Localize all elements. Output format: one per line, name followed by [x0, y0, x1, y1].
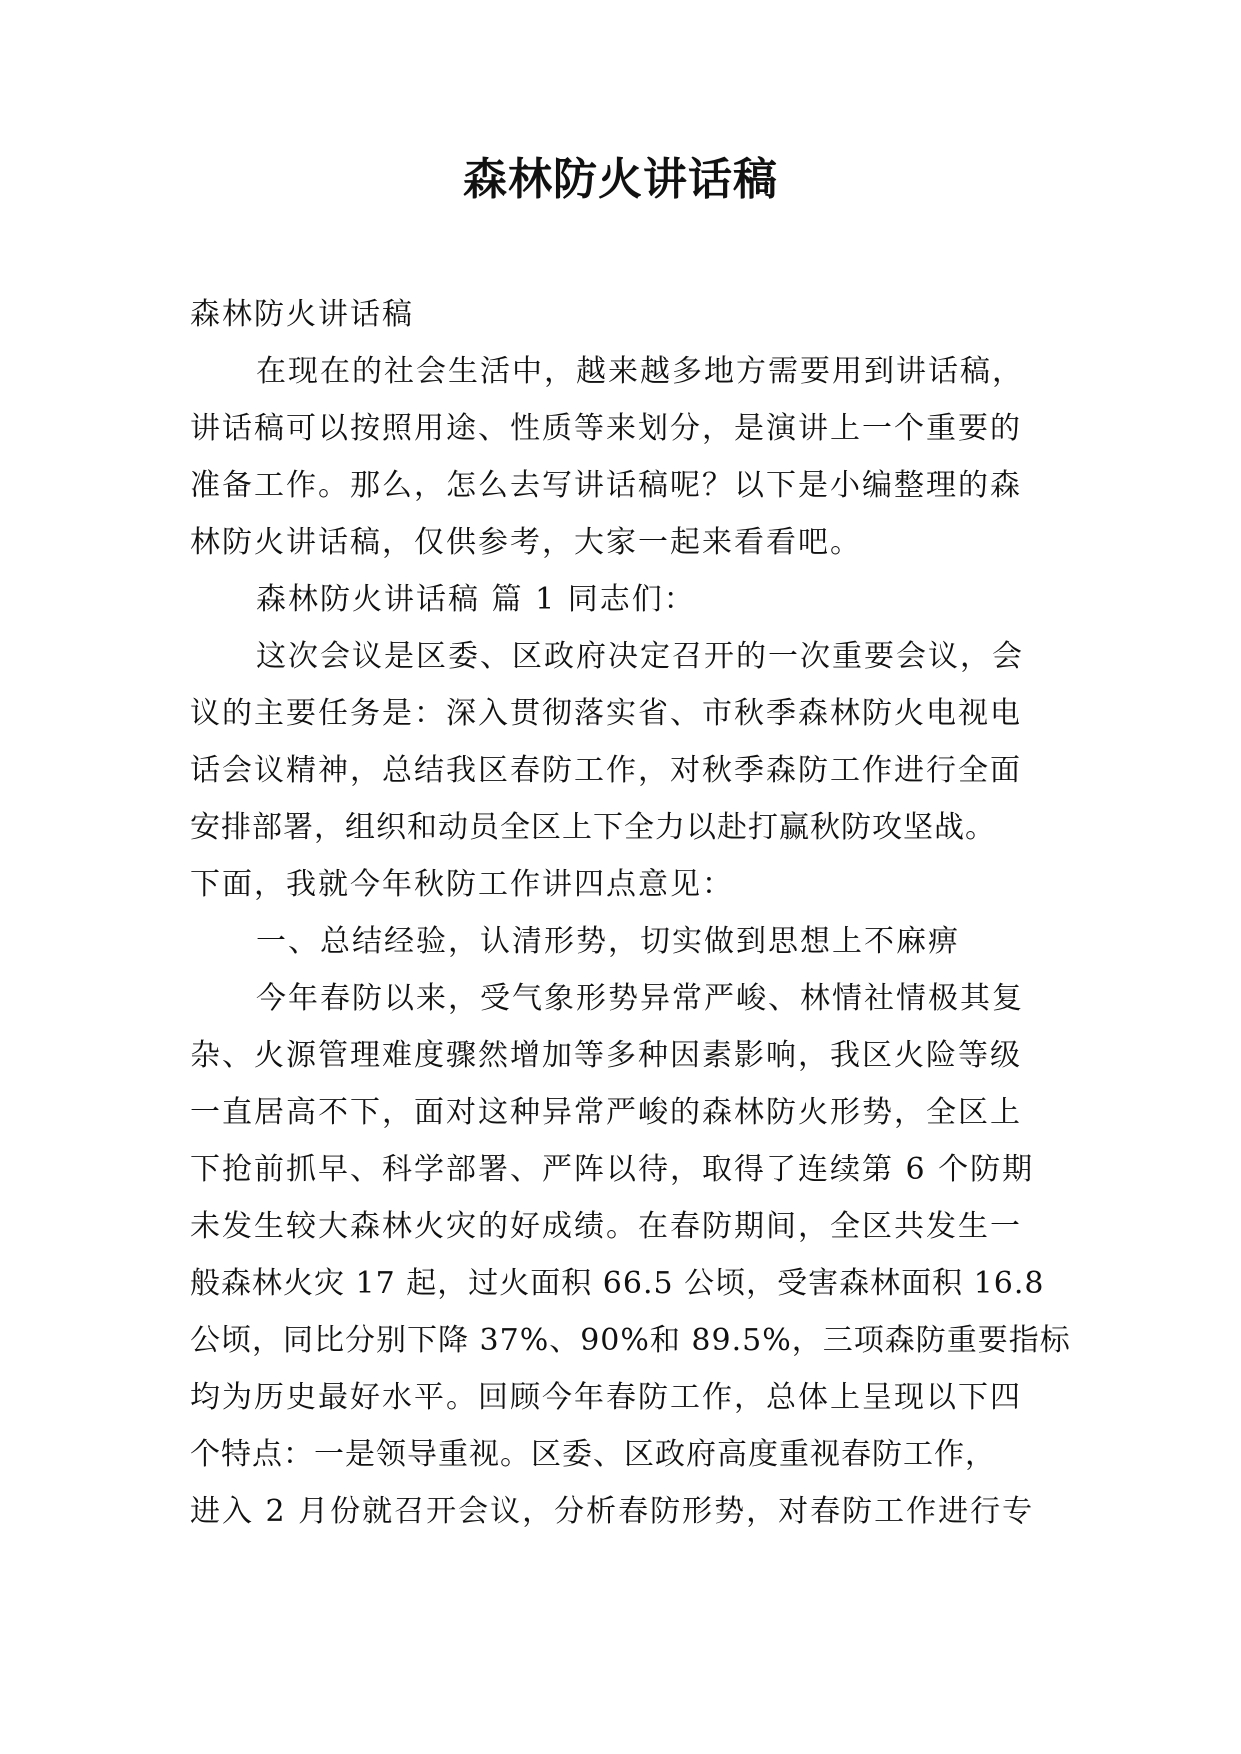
paragraph-line: 话会议精神，总结我区春防工作，对秋季森防工作进行全面: [190, 753, 1022, 788]
paragraph-line: 进入 2 月份就召开会议，分析春防形势，对春防工作进行专: [190, 1494, 1035, 1529]
section-heading-line: 一、总结经验，认清形势，切实做到思想上不麻痹: [256, 924, 960, 959]
paragraph-line: 杂、火源管理难度骤然增加等多种因素影响，我区火险等级: [190, 1038, 1022, 1073]
paragraph-line: 这次会议是区委、区政府决定召开的一次重要会议，会: [256, 639, 1024, 674]
section-heading-line: 森林防火讲话稿 篇 1 同志们：: [256, 582, 696, 617]
paragraph-line: 安排部署，组织和动员全区上下全力以赴打赢秋防攻坚战。: [190, 810, 996, 845]
paragraph-line: 个特点：一是领导重视。区委、区政府高度重视春防工作，: [190, 1437, 996, 1472]
paragraph-line: 准备工作。那么，怎么去写讲话稿呢？以下是小编整理的森: [190, 468, 1022, 503]
paragraph-line: 一直居高不下，面对这种异常严峻的森林防火形势，全区上: [190, 1095, 1022, 1130]
subtitle-line: 森林防火讲话稿: [190, 297, 414, 332]
paragraph-line: 议的主要任务是：深入贯彻落实省、市秋季森林防火电视电: [190, 696, 1022, 731]
paragraph-line: 在现在的社会生活中，越来越多地方需要用到讲话稿，: [256, 354, 1024, 389]
paragraph-line: 下抢前抓早、科学部署、严阵以待，取得了连续第 6 个防期: [190, 1152, 1035, 1187]
paragraph-line: 下面，我就今年秋防工作讲四点意见：: [190, 867, 734, 902]
paragraph-line: 般森林火灾 17 起，过火面积 66.5 公顷，受害森林面积 16.8: [190, 1266, 1045, 1301]
paragraph-line: 今年春防以来，受气象形势异常严峻、林情社情极其复: [256, 981, 1024, 1016]
document-body: [190, 286, 1071, 1540]
paragraph-line: 未发生较大森林火灾的好成绩。在春防期间，全区共发生一: [190, 1209, 1022, 1244]
document-title: 森林防火讲话稿: [463, 154, 778, 205]
paragraph-line: 林防火讲话稿，仅供参考，大家一起来看看吧。: [190, 525, 862, 560]
paragraph-line: 均为历史最好水平。回顾今年春防工作，总体上呈现以下四: [190, 1380, 1022, 1415]
paragraph-line: 讲话稿可以按照用途、性质等来划分，是演讲上一个重要的: [190, 411, 1022, 446]
paragraph-line: 公顷，同比分别下降 37%、90%和 89.5%，三项森防重要指标: [190, 1323, 1071, 1358]
